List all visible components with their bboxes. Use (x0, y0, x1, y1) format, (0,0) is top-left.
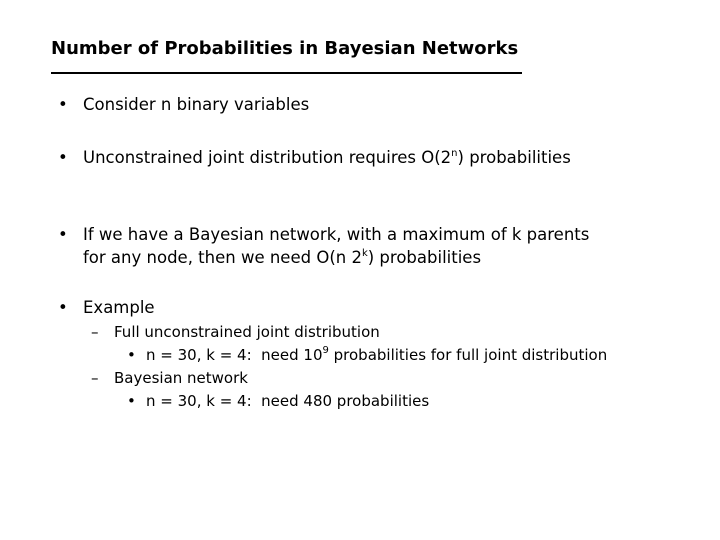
bullet-dot: • (58, 298, 68, 317)
bullet-dot: • (58, 95, 68, 114)
detail-pre: n = 30, k = 4: need 10 (146, 346, 323, 364)
bullet-text-line2-post: ) probabilities (367, 248, 482, 267)
exponent-k: k (361, 247, 368, 259)
dash-marker: – (91, 369, 99, 387)
subitem-bayesian-network (91, 368, 248, 388)
bullet-unconstrained-joint (58, 146, 571, 169)
bullet-dot: • (127, 392, 136, 410)
subitem-text: Full unconstrained joint distribution (114, 323, 380, 341)
bullet-text: Example (83, 298, 155, 317)
bullet-consider-variables (58, 93, 309, 116)
subitem-full-unconstrained (91, 322, 380, 342)
detail-post: probabilities for full joint distribution (328, 346, 608, 364)
bullet-dot: • (58, 148, 68, 167)
subsubitem-bayesian-network-detail (127, 391, 429, 411)
bullet-dot: • (127, 346, 136, 364)
bullet-example (58, 296, 155, 319)
bullet-text-line2-pre: for any node, then we need O(n 2 (83, 248, 362, 267)
title-underline (51, 72, 522, 74)
subsubitem-full-unconstrained-detail (127, 345, 607, 365)
exponent-9: 9 (322, 345, 329, 356)
bullet-text-post: ) probabilities (457, 148, 571, 167)
bullet-text-line2 (83, 246, 589, 269)
bullet-text-pre: Unconstrained joint distribution requires O(2 (83, 148, 452, 167)
detail-text: n = 30, k = 4: need 480 probabilities (146, 392, 430, 410)
bullet-dot: • (58, 225, 68, 244)
dash-marker: – (91, 323, 99, 341)
bullet-bayesian-network (58, 223, 589, 269)
slide-title: Number of Probabilities in Bayesian Networks (51, 38, 519, 59)
bullet-text (83, 146, 571, 169)
bullet-text: Consider n binary variables (83, 95, 310, 114)
bullet-text-line1: If we have a Bayesian network, with a maximum of k parents (83, 225, 590, 244)
exponent-n: n (451, 147, 458, 159)
subitem-text: Bayesian network (114, 369, 248, 387)
